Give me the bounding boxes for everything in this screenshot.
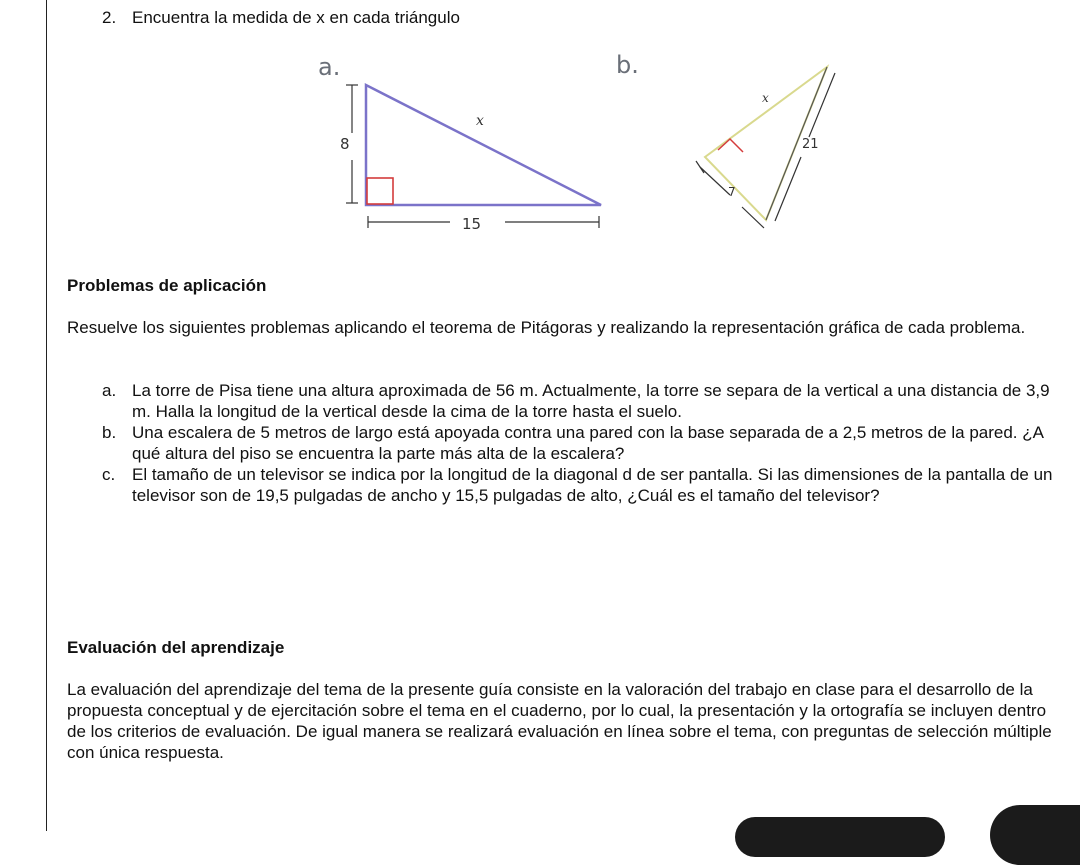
problem-list <box>67 380 1062 506</box>
problem-text-a: La torre de Pisa tiene una altura aproximada de 56 m. Actualmente, la torre se separa de la vertical a una distancia de 3,9 m. Halla la longitud de la vertical desde la cima de la torre hasta el suelo. <box>132 381 1050 421</box>
problem-text-c: El tamaño de un televisor se indica por la longitud de la diagonal d de ser pantalla. Si las dimensiones de la pantalla de un televisor son de 19,5 pulgadas de ancho y 15,5 pulgadas de alto, ¿Cuál es el tamaño del televisor? <box>132 465 1053 505</box>
problem-item-b <box>67 422 1062 464</box>
applications-intro: Resuelve los siguientes problemas aplicando el teorema de Pitágoras y realizando la representación gráfica de cada problema. <box>67 318 1026 337</box>
problem-item-c <box>67 464 1062 506</box>
problem-letter-c: c. <box>102 465 116 484</box>
problem-letter-a: a. <box>102 381 117 400</box>
right-angle-mark-a <box>367 178 393 204</box>
problem-item-a <box>67 380 1062 422</box>
figure-a-side-8: 8 <box>340 135 350 153</box>
figure-b-side-21: 21 <box>802 137 819 152</box>
problem-letter-b: b. <box>102 423 117 442</box>
evaluation-heading: Evaluación del aprendizaje <box>67 638 285 657</box>
dim-line-7-top <box>700 167 730 195</box>
figure-a-letter: a. <box>318 53 341 81</box>
exercise-instruction: Encuentra la medida de x en cada triángulo <box>132 8 460 27</box>
figure-b-letter: b. <box>616 51 639 79</box>
bottom-overlay-button-left[interactable] <box>735 817 945 857</box>
problem-text-b: Una escalera de 5 metros de largo está apoyada contra una pared con la base separada de a 2,5 metros de la pared. ¿A qué altura del piso se encuentra la parte más alta de la escalera? <box>132 423 1044 463</box>
exercise-number: 2. <box>102 8 117 27</box>
triangle-figures <box>290 45 850 255</box>
figure-b-unknown-x: x <box>762 91 769 105</box>
dim-line-7-bottom <box>742 207 764 228</box>
evaluation-body: La evaluación del aprendizaje del tema de la presente guía consiste en la valoración del trabajo en clase para el desarrollo de la propuesta conceptual y de ejercitación sobre el tema en el cuaderno, por lo cual, la presentación y la ortografía se incluyen dentro de los criterios de evaluación. De igual manera se realizará evaluación en línea sobre el tema, con preguntas de selección múltiple con única respuesta. <box>67 680 1052 762</box>
figure-b-side-7: 7 <box>728 185 736 199</box>
triangle-a <box>366 85 601 205</box>
page-left-border <box>46 0 47 831</box>
triangles-drawing <box>290 45 850 255</box>
bottom-overlay-button-right[interactable] <box>990 805 1080 865</box>
figure-a-hypotenuse-x: x <box>476 113 484 129</box>
exercise-title <box>102 8 460 28</box>
applications-heading: Problemas de aplicación <box>67 276 267 295</box>
figure-a-side-15: 15 <box>462 215 482 233</box>
